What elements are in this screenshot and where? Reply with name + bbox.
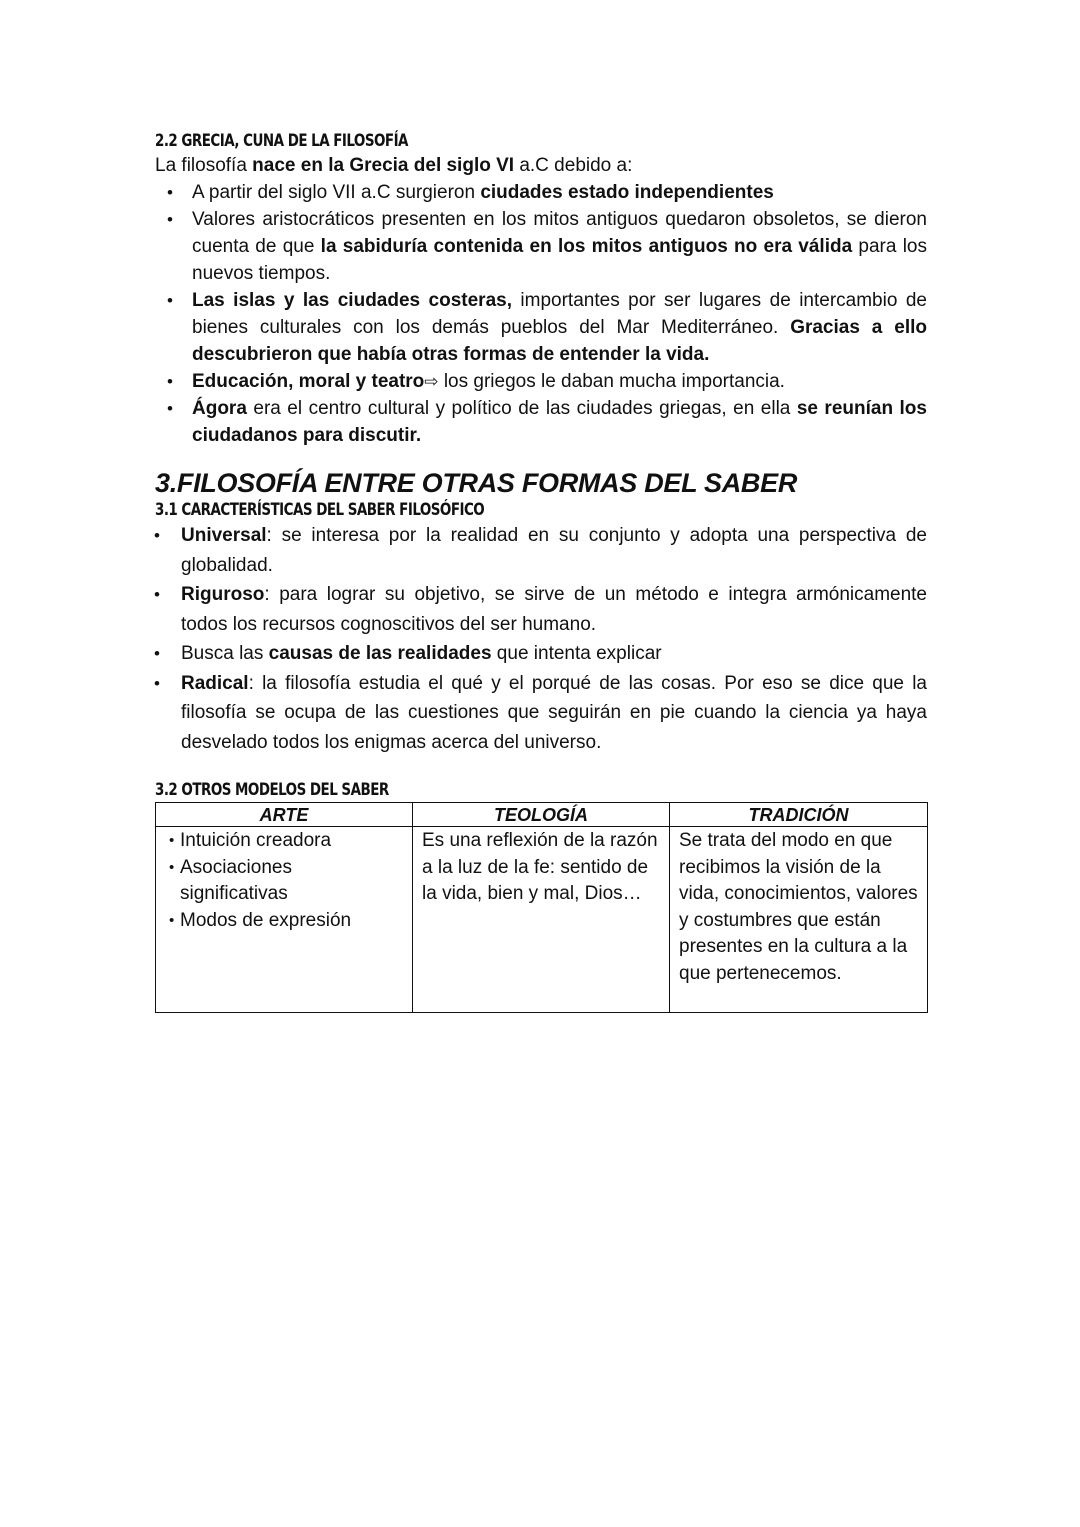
text-run: los griegos le daban mucha importancia. [438,371,785,392]
header-tradicion: TRADICIÓN [670,803,928,827]
section-3-title: 3.FILOSOFÍA ENTRE OTRAS FORMAS DEL SABER [155,468,798,498]
section-2-2-list [155,179,927,449]
text-run: Las islas y las ciudades costeras, [192,290,512,311]
cell-tradicion: Se trata del modo en que recibimos la visión de la vida, conocimientos, valores y costumbres que están presentes en la cultura a la que pertenecemos. [670,827,928,1013]
bullet-icon: • [154,673,160,693]
text-run: a.C debido a: [514,155,633,176]
list-item [154,580,927,639]
text-run: ciudades estado independientes [480,182,774,203]
section-3-1-list [154,521,927,757]
arte-item: • Modos de expresión [169,909,352,931]
knowledge-models-table [155,802,928,1013]
text-run: Busca las [181,643,269,664]
text-run: : se interesa por la realidad en su conjunto y adopta una perspectiva de globalidad. [181,525,927,576]
text-run: Valores aristocráticos presenten en los mitos antiguos quedaron obsoletos, se dieron cuenta de que [192,209,927,257]
text-run: : para lograr su objetivo, se sirve de un método e integra armónicamente todos los recursos cognoscitivos del ser humano. [181,584,927,635]
text-run: Radical [181,672,249,694]
list-item [167,287,927,368]
text-run: se reunían los ciudadanos para discutir. [192,398,927,446]
list-item [167,179,927,206]
arte-item: • Asociaciones significativas [169,856,292,904]
arte-list [169,828,403,934]
bullet-icon: • [167,210,173,229]
document-page [155,130,927,1013]
bullet-icon: • [167,399,173,418]
section-3-2-title: 3.2 OTROS MODELOS DEL SABER [155,780,389,800]
list-item [154,669,927,758]
section-2-2-title: 2.2 GRECIA, CUNA DE LA FILOSOFÍA [155,131,408,151]
list-item [154,521,927,580]
text-run: la sabiduría contenida en los mitos antiguos no era válida [320,236,853,257]
text-run: A partir del siglo VII a.C surgieron [192,182,481,203]
bullet-icon: • [167,291,173,310]
text-run: importantes por ser lugares de intercambio de bienes culturales con los demás pueblos del Mar Mediterráneo. [192,290,927,338]
list-item [167,368,927,395]
text-run: nace en la Grecia del siglo VI [252,155,515,176]
text-run: Ágora [192,398,247,419]
bullet-icon: • [167,183,173,202]
text-run: Universal [181,525,267,546]
arrow-icon: ⇨ [424,372,439,391]
text-run: que intenta explicar [491,643,662,664]
text-run: causas de las realidades [268,643,492,664]
header-teologia: TEOLOGÍA [413,803,670,827]
header-arte: ARTE [156,803,413,827]
list-item [167,206,927,287]
bullet-icon: • [154,585,160,604]
text-run: La filosofía [155,155,253,176]
text-run: : la filosofía estudia el qué y el porqué de las cosas. Por eso se dice que la filosofía se ocupa de las cuestiones que seguirán en pie cuando la ciencia ya haya desvelado todos los enigmas acerca del universo. [181,672,927,753]
section-2-2-intro [155,152,927,179]
text-run: Riguroso [181,584,265,605]
cell-teologia: Es una reflexión de la razón a la luz de la fe: sentido de la vida, bien y mal, Dios… [413,827,670,1013]
section-3-1-title: 3.1 CARACTERÍSTICAS DEL SABER FILOSÓFICO [155,500,485,520]
text-run: era el centro cultural y político de las ciudades griegas, en ella [246,398,797,419]
arte-item: • Intuición creadora [169,830,332,851]
cell-arte [156,827,413,1013]
list-item [154,639,927,669]
text-run: para los nuevos tiempos. [192,236,927,284]
text-run: Educación, moral y teatro [192,371,425,392]
text-run: Gracias a ello descubrieron que había otras formas de entender la vida. [192,317,927,365]
bullet-icon: • [167,372,173,391]
bullet-icon: • [154,644,160,663]
bullet-icon: • [154,526,160,545]
list-item [167,395,927,449]
